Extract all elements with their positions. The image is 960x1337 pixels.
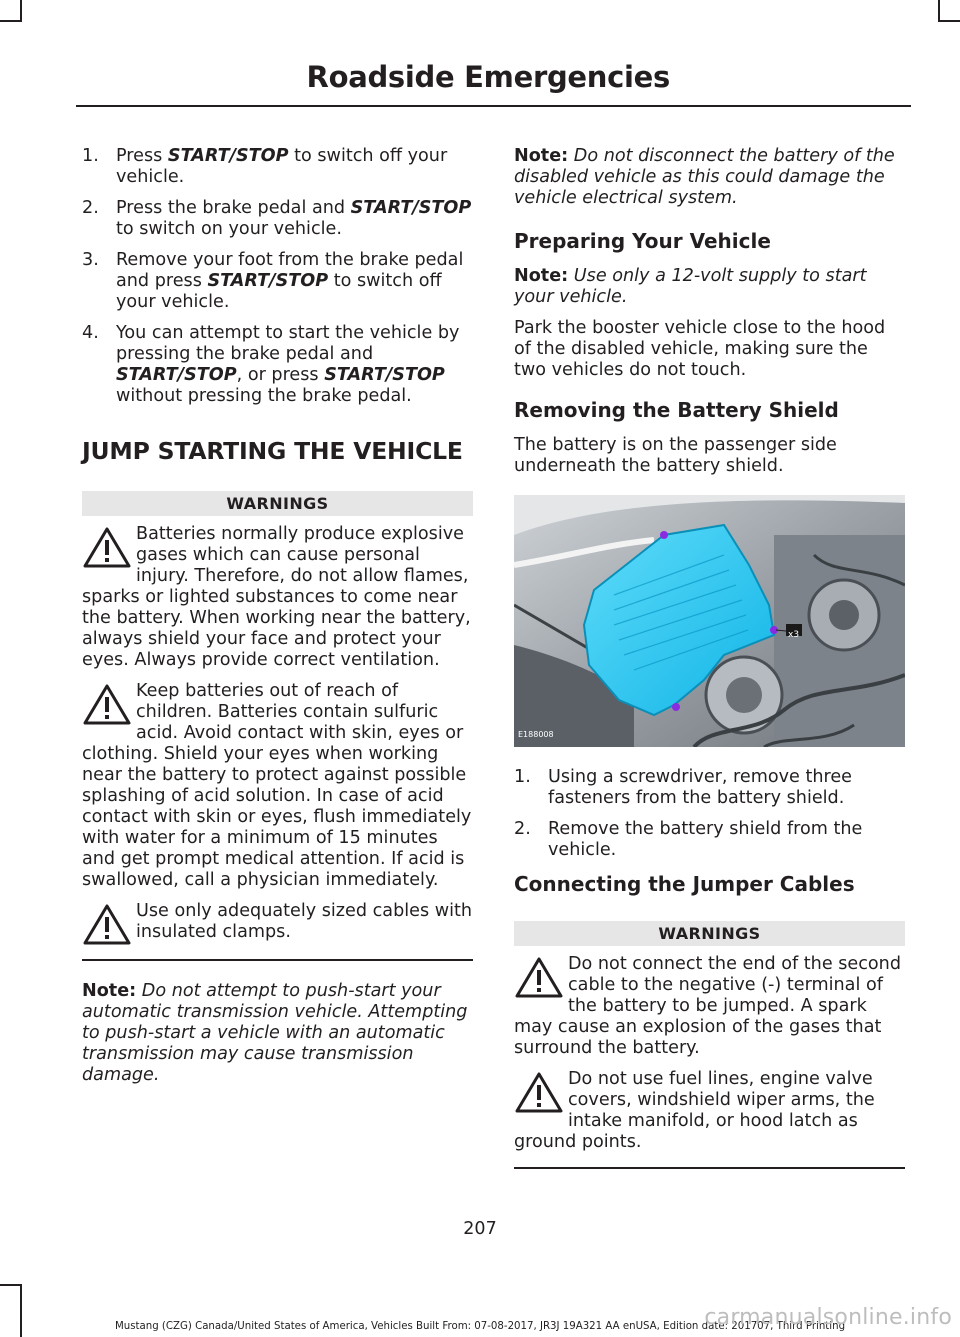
step-text: You can attempt to start the vehicle by pressing the brake pedal and bbox=[116, 323, 460, 364]
warning-item bbox=[82, 901, 473, 943]
figure-code: E188008 bbox=[518, 730, 554, 739]
step-text: , or press bbox=[236, 365, 325, 385]
step-number: 4. bbox=[82, 323, 99, 343]
step-text: to switch on your vehicle. bbox=[116, 219, 342, 239]
note bbox=[82, 981, 473, 1086]
step-item bbox=[82, 250, 473, 313]
heading-connecting-jumper-cables: Connecting the Jumper Cables bbox=[514, 872, 855, 896]
warning-item bbox=[514, 954, 905, 1059]
footer-edition-info: Mustang (CZG) Canada/United States of America, Vehicles Built From: 07-08-2017, JR3J 19A321 AA enUSA, Edition date: 201707, Third Printing bbox=[114, 1321, 846, 1332]
page-number: 207 bbox=[463, 1219, 497, 1239]
crop-mark bbox=[0, 20, 22, 22]
section-title: JUMP STARTING THE VEHICLE bbox=[82, 437, 463, 465]
left-column bbox=[82, 146, 473, 1086]
warning-text: Batteries normally produce explosive gases which can cause personal injury. Therefore, do not allow flames, sparks or lighted substances to come near the battery. When working near the battery, always shield your face and protect your eyes. Always provide correct ventilation. bbox=[82, 524, 471, 670]
crop-mark bbox=[938, 0, 940, 22]
warning-text: Do not use fuel lines, engine valve covers, windshield wiper arms, the intake manifold, or hood latch as ground points. bbox=[514, 1069, 875, 1152]
figure-callout: x3 bbox=[788, 630, 800, 640]
start-stop-keyword: START/STOP bbox=[116, 365, 237, 385]
step-text: Press the brake pedal and bbox=[116, 198, 351, 218]
note-text: Do not disconnect the battery of the disabled vehicle as this could damage the vehicle electrical system. bbox=[514, 146, 895, 208]
page-title: Roadside Emergencies bbox=[306, 60, 670, 94]
step-item bbox=[514, 767, 905, 809]
paragraph: The battery is on the passenger side underneath the battery shield. bbox=[514, 435, 837, 476]
note bbox=[514, 146, 905, 209]
note bbox=[514, 266, 905, 308]
step-number: 1. bbox=[514, 767, 531, 787]
note-label: Note: bbox=[82, 981, 137, 1001]
start-stop-keyword: START/STOP bbox=[207, 271, 329, 291]
crop-mark bbox=[20, 0, 22, 22]
right-column bbox=[514, 146, 905, 1169]
step-item bbox=[82, 198, 473, 240]
warnings-header: WARNINGS bbox=[514, 921, 905, 946]
shield-steps-list bbox=[514, 767, 905, 861]
start-stop-keyword: START/STOP bbox=[350, 198, 472, 218]
warning-text: Do not connect the end of the second cable to the negative (-) terminal of the battery to be jumped. A spark may cause an explosion of the gases that surround the battery. bbox=[514, 954, 902, 1058]
restart-steps-list bbox=[82, 146, 473, 407]
step-text: without pressing the brake pedal. bbox=[116, 386, 412, 406]
warning-triangle-icon bbox=[514, 956, 564, 1000]
step-item bbox=[514, 819, 905, 861]
warnings-header: WARNINGS bbox=[82, 491, 473, 516]
warnings-end-rule bbox=[514, 1167, 905, 1169]
warning-triangle-icon bbox=[82, 903, 132, 947]
step-text: to switch off your vehicle. bbox=[116, 146, 448, 187]
crop-mark bbox=[938, 20, 960, 22]
header-divider bbox=[76, 105, 911, 107]
warning-item bbox=[82, 681, 473, 891]
heading-preparing-vehicle: Preparing Your Vehicle bbox=[514, 229, 771, 253]
step-number: 2. bbox=[82, 198, 99, 218]
warning-text: Use only adequately sized cables with insulated clamps. bbox=[136, 901, 473, 942]
step-item bbox=[82, 146, 473, 188]
watermark: carmanualsonline.info bbox=[704, 1305, 952, 1330]
heading-removing-battery-shield: Removing the Battery Shield bbox=[514, 398, 839, 422]
engine-bay-illustration bbox=[514, 495, 905, 747]
warnings-end-rule bbox=[82, 959, 473, 961]
start-stop-keyword: START/STOP bbox=[324, 365, 445, 385]
warning-triangle-icon bbox=[82, 526, 132, 570]
note-text: Use only a 12-volt supply to start your vehicle. bbox=[514, 266, 867, 307]
step-number: 2. bbox=[514, 819, 531, 839]
step-text: to switch off your vehicle. bbox=[116, 271, 442, 312]
battery-shield-figure bbox=[514, 495, 905, 747]
step-text: Remove your foot from the brake pedal and press bbox=[116, 250, 464, 291]
crop-mark bbox=[0, 1284, 22, 1286]
warning-item bbox=[82, 524, 473, 671]
step-number: 3. bbox=[82, 250, 99, 270]
start-stop-keyword: START/STOP bbox=[167, 146, 289, 166]
warning-triangle-icon bbox=[82, 683, 132, 727]
note-label: Note: bbox=[514, 146, 569, 166]
warning-triangle-icon bbox=[514, 1071, 564, 1115]
step-text: Using a screwdriver, remove three fasteners from the battery shield. bbox=[548, 767, 853, 808]
paragraph: Park the booster vehicle close to the hood of the disabled vehicle, making sure the two vehicles do not touch. bbox=[514, 318, 886, 380]
warning-text: Keep batteries out of reach of children. Batteries contain sulfuric acid. Avoid contact with skin, eyes or clothing. Shield your eyes when working near the battery to protect against possible splashing of acid solution. In case of acid contact with skin or eyes, flush immediately with water for a minimum of 15 minutes and get prompt medical attention. If acid is swallowed, call a physician immediately. bbox=[82, 681, 472, 890]
warning-item bbox=[514, 1069, 905, 1153]
note-label: Note: bbox=[514, 266, 569, 286]
step-item bbox=[82, 323, 473, 407]
note-text: Do not attempt to push-start your automatic transmission vehicle. Attempting to push-start a vehicle with an automatic transmission may cause transmission damage. bbox=[82, 981, 468, 1085]
step-number: 1. bbox=[82, 146, 99, 166]
step-text: Remove the battery shield from the vehicle. bbox=[548, 819, 863, 860]
step-text: Press bbox=[116, 146, 168, 166]
